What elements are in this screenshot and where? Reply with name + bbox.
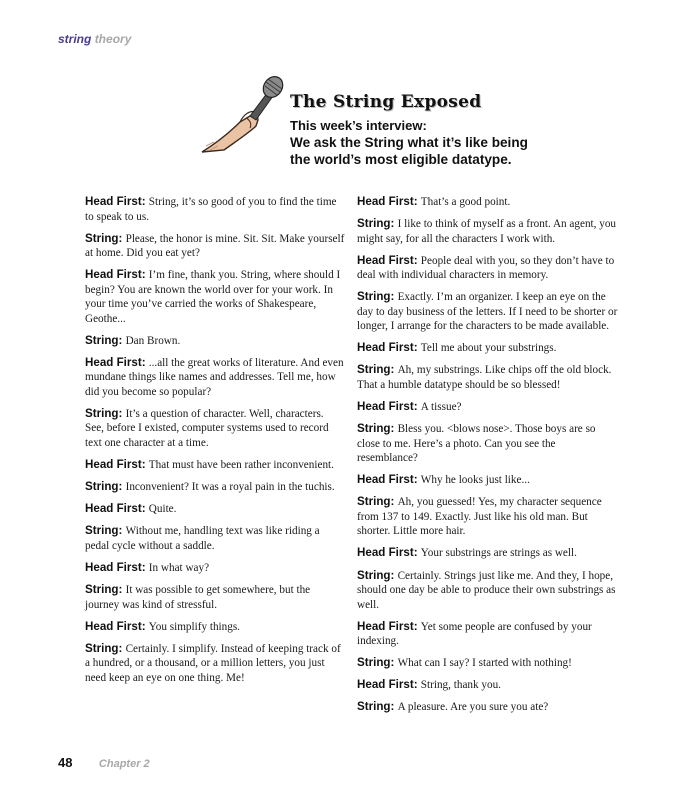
speaker-label: Head First: [357, 678, 418, 692]
speaker-label: Head First: [357, 546, 418, 560]
dialogue-text: People deal with you, so they don’t have to deal with individual characters in memory. [357, 254, 615, 282]
dialogue-text: It’s a question of character. Well, characters. See, before I existed, computer systems used to record text one character at a time. [85, 407, 329, 449]
dialogue-text: It was possible to get somewhere, but the journey was kind of stressful. [85, 584, 311, 611]
dialogue-entry [357, 656, 619, 671]
dialogue-entry [85, 524, 345, 553]
speaker-label: Head First: [357, 195, 418, 208]
speaker-label: String: [357, 700, 395, 714]
dialogue-text: I like to think of myself as a front. An agent, you might say, for all the characters I work with. [357, 218, 617, 245]
interview-header [200, 70, 640, 188]
dialogue-entry [357, 195, 619, 210]
speaker-label: Head First: [85, 502, 146, 516]
dialogue-text: You simplify things. [148, 620, 240, 633]
dialogue-text: Yet some people are confused by your indexing. [357, 620, 592, 648]
dialogue-entry [85, 458, 345, 473]
dialogue-entry [357, 620, 619, 649]
interview-subtitle: This week’s interview: [290, 118, 427, 133]
dialogue-entry [85, 407, 345, 451]
speaker-label: String: [357, 656, 395, 670]
dialogue-entry [85, 232, 345, 261]
speaker-label: Head First: [357, 400, 418, 414]
dialogue-text: Inconvenient? It was a royal pain in the tuchis. [125, 481, 335, 494]
dialogue-text: String, thank you. [420, 679, 501, 692]
speaker-label: Head First: [85, 619, 146, 633]
speaker-label: Head First: [357, 473, 418, 487]
dialogue-entry [85, 642, 345, 686]
dialogue-text: I’m fine, thank you. String, where should I begin? You are known the world over for your work. In your time you’ve carried the works of Shakespeare, Geothe... [85, 269, 341, 325]
dialogue-entry [357, 363, 619, 392]
dialogue-text: Without me, handling text was like riding a pedal cycle without a saddle. [85, 525, 320, 552]
speaker-label: Head First: [85, 560, 146, 574]
dialogue-text: That’s a good point. [420, 196, 511, 208]
page-footer [58, 754, 150, 772]
dialogue-entry [357, 569, 619, 613]
hand-holding-microphone-icon [200, 70, 290, 160]
running-head-word-string: string [58, 32, 92, 46]
dialogue-text: Certainly. Strings just like me. And they, I hope, should one day be able to produce their own substrings as well. [357, 569, 616, 611]
speaker-label: Head First: [85, 355, 146, 369]
speaker-label: String: [357, 568, 395, 582]
dialogue-text: Ah, my substrings. Like chips off the old block. That a humble datatype should be so blessed! [357, 364, 612, 391]
running-head [58, 32, 131, 46]
speaker-label: String: [85, 333, 123, 347]
dialogue-text: Exactly. I’m an organizer. I keep an eye on the day to day business of the letters. If I need to be shorter or longer, I arrange for the characters to be made available. [357, 291, 618, 333]
dialogue-text: A pleasure. Are you sure you ate? [397, 701, 549, 714]
dialogue-entry [357, 422, 619, 466]
speaker-label: String: [85, 231, 123, 245]
dialogue-text: Please, the honor is mine. Sit. Sit. Make yourself at home. Did you eat yet? [85, 232, 345, 260]
speaker-label: String: [85, 524, 123, 538]
speaker-label: String: [357, 422, 395, 436]
dialogue-entry [357, 400, 619, 415]
interview-column-right [357, 195, 619, 723]
dialogue-entry [85, 334, 345, 349]
dialogue-text: That must have been rather inconvenient. [148, 459, 334, 472]
speaker-label: String: [357, 290, 395, 304]
speaker-label: String: [357, 217, 395, 231]
dialogue-text: Ah, you guessed! Yes, my character sequence from 137 to 149. Exactly. Just like his old man. But shorter. Little more hair. [357, 496, 602, 538]
dialogue-entry [85, 356, 345, 400]
dialogue-text: What can I say? I started with nothing! [397, 657, 572, 670]
dialogue-text: Quite. [148, 503, 177, 516]
speaker-label: Head First: [357, 619, 418, 633]
dialogue-entry [357, 678, 619, 693]
dialogue-entry [357, 217, 619, 246]
dialogue-entry [357, 495, 619, 539]
dialogue-entry [85, 620, 345, 635]
dialogue-text: Bless you. <blows nose>. Those boys are so close to me. Here’s a photo. Can you see the resemblance? [357, 423, 596, 465]
speaker-label: String: [85, 583, 123, 597]
dialogue-entry [85, 583, 345, 612]
page-number: 48 [58, 755, 73, 770]
dialogue-text: ...all the great works of literature. And even mundane things like names and addresses. Tell me, how did you become so popular? [85, 356, 344, 398]
dialogue-entry [85, 502, 345, 517]
dialogue-text: Tell me about your substrings. [420, 342, 557, 355]
speaker-label: String: [357, 363, 395, 377]
interview-column-left [85, 195, 345, 693]
speaker-label: Head First: [85, 458, 146, 472]
dialogue-text: In what way? [148, 561, 210, 574]
dialogue-entry [85, 195, 345, 224]
dialogue-entry [357, 700, 619, 715]
dialogue-entry [85, 480, 345, 495]
speaker-label: Head First: [357, 341, 418, 355]
dialogue-text: Certainly. I simplify. Instead of keeping track of a hundred, or a thousand, or a million letters, you just need keep an eye on one thing. Me! [85, 642, 341, 684]
speaker-label: Head First: [357, 253, 418, 267]
chapter-label: Chapter 2 [98, 758, 150, 770]
speaker-label: String: [85, 406, 123, 420]
dialogue-text: Your substrings are strings as well. [420, 547, 577, 560]
dialogue-entry [357, 254, 619, 283]
dialogue-entry [357, 341, 619, 356]
dialogue-text: Dan Brown. [125, 334, 181, 347]
dialogue-entry [357, 546, 619, 561]
dialogue-entry [85, 561, 345, 576]
speaker-label: String: [85, 480, 123, 494]
interview-description: We ask the String what it’s like being the world’s most eligible datatype. [290, 135, 528, 167]
dialogue-entry [357, 290, 619, 334]
speaker-label: String: [357, 495, 395, 509]
speaker-label: Head First: [85, 195, 146, 208]
running-head-word-theory: theory [94, 32, 132, 46]
dialogue-text: A tissue? [420, 401, 462, 414]
dialogue-entry [85, 268, 345, 326]
dialogue-entry [357, 473, 619, 488]
speaker-label: Head First: [85, 268, 146, 282]
dialogue-text: Why he looks just like... [420, 474, 530, 487]
speaker-label: String: [85, 641, 123, 655]
dialogue-text: String, it’s so good of you to find the time to speak to us. [85, 196, 337, 223]
interview-title: The String Exposed [290, 92, 482, 112]
